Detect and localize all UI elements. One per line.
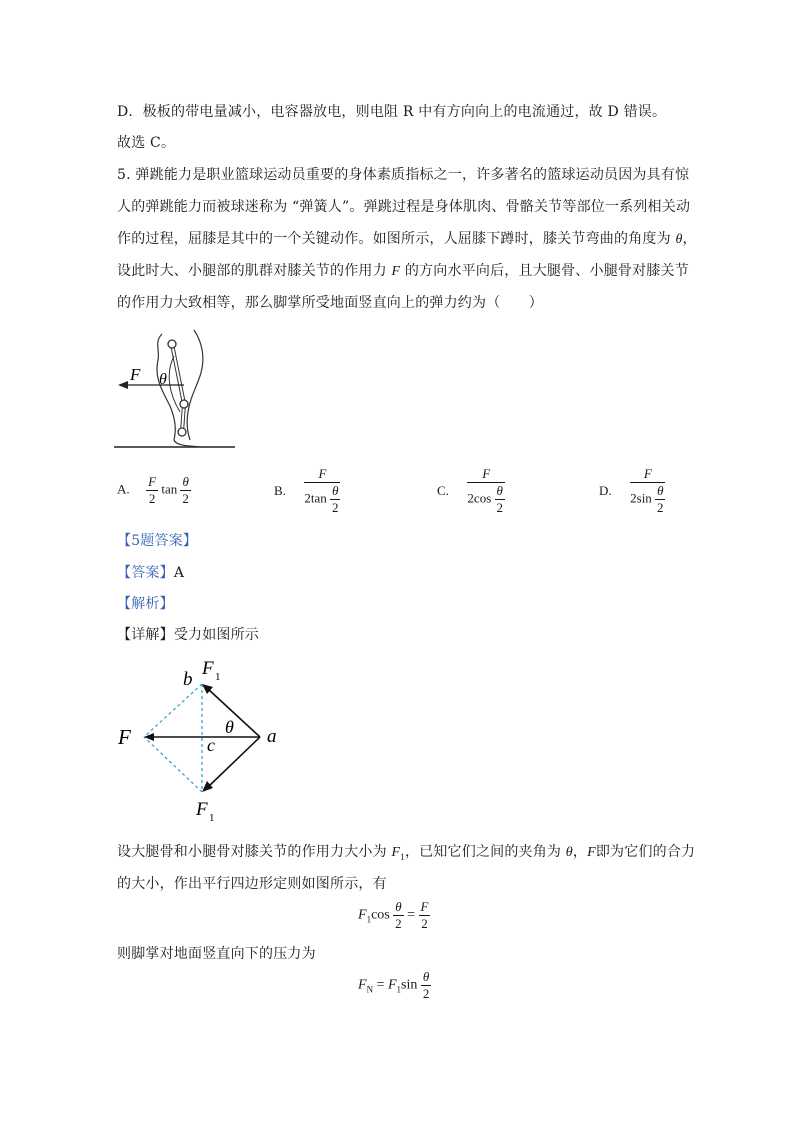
answer-value: A — [173, 565, 185, 581]
question-line-3 — [117, 229, 697, 250]
option-b-fraction: F 2tan $\frac{\theta}{2}$ — [304, 466, 339, 515]
label-b: b — [183, 669, 193, 690]
previous-option-d: D．极板的带电量减小，电容器放电，则电阻 R 中有方向向上的电流通过，故 D 错误。 — [117, 104, 667, 120]
explanation-line-2: 的大小，作出平行四边形定则如图所示，有 — [117, 876, 387, 892]
comma: ， — [682, 231, 697, 247]
arrowhead-F — [144, 733, 154, 741]
option-a-fraction: $\frac{F}{2}$ — [148, 474, 157, 506]
explanation-line-1: 设大腿骨和小腿骨对膝关节的作用力大小为 $F_1$，已知它们之间的夹角为 θ，F即为它们的合力 — [117, 844, 696, 862]
equation-2: $F_N = F_1\sin$ $\frac{\theta}{2}$ — [358, 969, 430, 1001]
option-d-fraction: F 2sin $\frac{\theta}{2}$ — [630, 466, 664, 515]
label-c: c — [207, 735, 215, 755]
label-F1-bottom: F — [196, 799, 208, 820]
analysis-tag: 【解析】 — [117, 596, 174, 612]
previous-conclusion: 故选 C。 — [117, 135, 176, 151]
answer-line — [117, 563, 184, 583]
option-b[interactable] — [274, 466, 340, 516]
explanation-text-1d: 即为它们的合力 — [595, 844, 696, 860]
hip-joint — [168, 340, 176, 348]
option-d[interactable] — [599, 466, 665, 516]
dashed-line-bF — [144, 684, 202, 737]
answer-heading: 【5题答案】 — [117, 533, 198, 549]
question-text-1: 弹跳能力是职业篮球运动员重要的身体素质指标之一，许多著名的篮球运动员因为具有惊 — [135, 167, 690, 183]
detail-tag: 【详解】 — [117, 627, 174, 643]
leg-outline-back — [187, 330, 203, 440]
question-text-3: 作的过程，屈膝是其中的一个关键动作。如图所示，人屈膝下蹲时，膝关节弯曲的角度为 — [117, 231, 671, 247]
vector-F1-bottom — [208, 737, 260, 787]
F-symbol-2: F — [587, 845, 596, 860]
force-diagram — [112, 652, 292, 827]
force-label: F — [130, 365, 141, 384]
question-text-4a: 设此时大、小腿部的肌群对膝关节的作用力 — [117, 263, 387, 279]
label-F1-top: F — [202, 658, 214, 679]
dashed-line-F1F — [144, 737, 202, 792]
option-b-letter: B. — [274, 483, 286, 498]
question-number: 5. — [117, 167, 131, 183]
option-c-letter: C. — [437, 483, 449, 498]
label-F: F — [118, 725, 131, 749]
force-symbol: F — [391, 264, 401, 279]
option-c[interactable] — [437, 466, 505, 516]
option-a-letter: A. — [117, 481, 130, 497]
label-F1-bottom-sub: 1 — [209, 812, 215, 824]
explanation-line-3: 则脚掌对地面竖直向下的压力为 — [117, 946, 316, 962]
leg-figure — [110, 328, 245, 453]
explanation-text-1a: 设大腿骨和小腿骨对膝关节的作用力大小为 — [117, 844, 387, 860]
angle-label: θ — [159, 371, 167, 388]
question-line-5: 的作用力大致相等，那么脚掌所受地面竖直向上的弹力约为（ ） — [117, 295, 543, 311]
option-a-fn: tan — [161, 481, 178, 497]
label-a: a — [267, 726, 277, 747]
option-a-arg: $\frac{\theta}{2}$ — [182, 474, 189, 506]
F1-symbol: $F_1$ — [391, 845, 405, 862]
ankle-joint — [178, 428, 186, 436]
theta-symbol: θ — [675, 232, 683, 247]
detail-line — [117, 625, 259, 645]
option-c-fraction: F 2cos $\frac{\theta}{2}$ — [467, 466, 503, 515]
option-a[interactable] — [117, 474, 191, 507]
force-arrowhead — [118, 381, 128, 389]
label-theta: θ — [225, 717, 234, 737]
question-line-1 — [117, 165, 689, 185]
vector-F1-top — [208, 689, 260, 737]
equation-1: $F_1\cos$ $\frac{\theta}{2}$ = $\frac{F}{2}$ — [358, 899, 429, 931]
knee-joint — [180, 400, 188, 408]
question-line-2: 人的弹跳能力而被球迷称为 “弹簧人”。弹跳过程是身体肌肉、骨骼关节等部位一系列相关动 — [117, 199, 691, 215]
question-line-4 — [117, 261, 689, 282]
theta-symbol-2: θ — [565, 845, 573, 860]
detail-text: 受力如图所示 — [173, 627, 260, 643]
explanation-text-1b: ，已知它们之间的夹角为 — [404, 844, 562, 860]
option-d-letter: D. — [599, 483, 612, 498]
label-F1-top-sub: 1 — [215, 671, 221, 683]
answer-tag: 【答案】 — [117, 565, 174, 581]
arrowhead-F1-bottom — [202, 781, 213, 792]
question-text-4b: 的方向水平向后，且大腿骨、小腿骨对膝关节 — [404, 263, 689, 279]
